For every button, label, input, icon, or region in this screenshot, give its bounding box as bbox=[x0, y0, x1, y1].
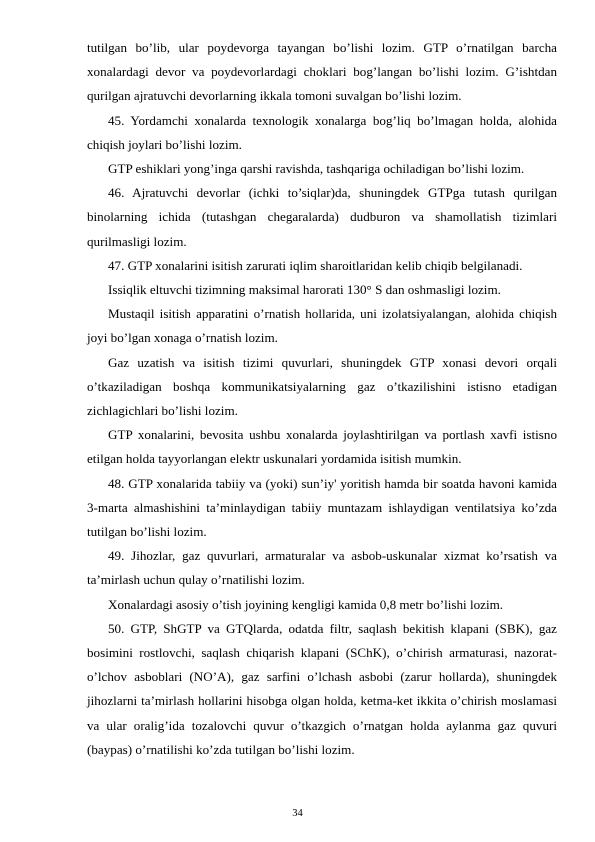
page-number: 34 bbox=[292, 808, 303, 819]
paragraph-passage-width: Xonalardagi asosiy o’tish joyining kengligi kamida 0,8 metr bo’lishi lozim. bbox=[108, 596, 504, 612]
paragraph-heating-apparatus: Mustaqil isitish apparatini o’rnatish hollarida, uni izolatsiyalangan, alohida chiqish joyi bo’lgan xonaga o’rnatish lozim. bbox=[87, 306, 557, 346]
document-body bbox=[87, 36, 557, 762]
paragraph-gtp-doors: GTP eshiklari yong’inga qarshi ravishda, tashqariga ochiladigan bo’lishi lozim. bbox=[108, 161, 525, 177]
paragraph-49: 49. Jihozlar, gaz quvurlari, armaturalar va asbob-uskunalar xizmat ko’rsatish va ta’mirlash uchun qulay o’rnatilishi lozim. bbox=[87, 548, 557, 588]
paragraph-47: 47. GTP xonalarini isitish zarurati iqlim sharoitlaridan kelib chiqib belgilanadi. bbox=[108, 257, 523, 273]
paragraph-seals: Gaz uzatish va isitish tizimi quvurlari, shuningdek GTP xonasi devori orqali o’tkaziladigan boshqa kommunikatsiyalarning gaz o’tkazilishini istisno etadigan zichlagichlari bo’lishi lozim. bbox=[87, 354, 557, 419]
paragraph-electric-heating: GTP xonalarini, bevosita ushbu xonalarda joylashtirilgan va portlash xavfi istisno etilgan holda tayyorlangan elektr uskunalari yordamida isitish mumkin. bbox=[87, 427, 557, 467]
paragraph-50: 50. GTP, ShGTP va GTQlarda, odatda filtr, saqlash bekitish klapani (SBK), gaz bosimini rostlovchi, saqlash chiqarish klapani (SChK), o’chirish armaturasi, nazorat-o’lchov asboblari (NO’A), gaz sarfini o’lchash asbobi (zarur hollarda), shuningdek jihozlarni ta’mirlash hollarini hisobga olgan holda, ketma-ket ikkita o’chirish moslamasi va ular oralig’ida tozalovchi quvur o’tkazgich o’rnatgan holda aylanma gaz quvuri (baypas) o’rnatilishi ko’zda tutilgan bo’lishi lozim. bbox=[87, 620, 557, 757]
paragraph-max-temperature: Issiqlik eltuvchi tizimning maksimal harorati 130° S dan oshmasligi lozim. bbox=[108, 282, 501, 298]
paragraph-46: 46. Ajratuvchi devorlar (ichki to’siqlar)da, shuningdek GTPga tutash qurilgan binolarning ichida (tutashgan chegaralarda) dudburon va shamollatish tizimlari qurilmasligi lozim. bbox=[87, 185, 557, 249]
paragraph-continuation: tutilgan bo’lib, ular poydevorga tayangan bo’lishi lozim. GTP o’rnatilgan barcha xonalardagi devor va poydevorlardagi choklari bog’langan bo’lishi lozim. G’ishtdan qurilgan ajratuvchi devorlarning ikkala tomoni suvalgan bo’lishi lozim. bbox=[87, 40, 557, 104]
paragraph-45: 45. Yordamchi xonalarda texnologik xonalarga bog’liq bo’lmagan holda, alohida chiqish joylari bo’lishi lozim. bbox=[87, 112, 557, 152]
paragraph-48: 48. GTP xonalarida tabiiy va (yoki) sun’iy' yoritish hamda bir soatda havoni kamida 3-marta almashishini ta’minlaydigan tabiiy muntazam ishlaydigan ventilatsiya ko’zda tutilgan bo’lishi lozim. bbox=[87, 475, 557, 540]
